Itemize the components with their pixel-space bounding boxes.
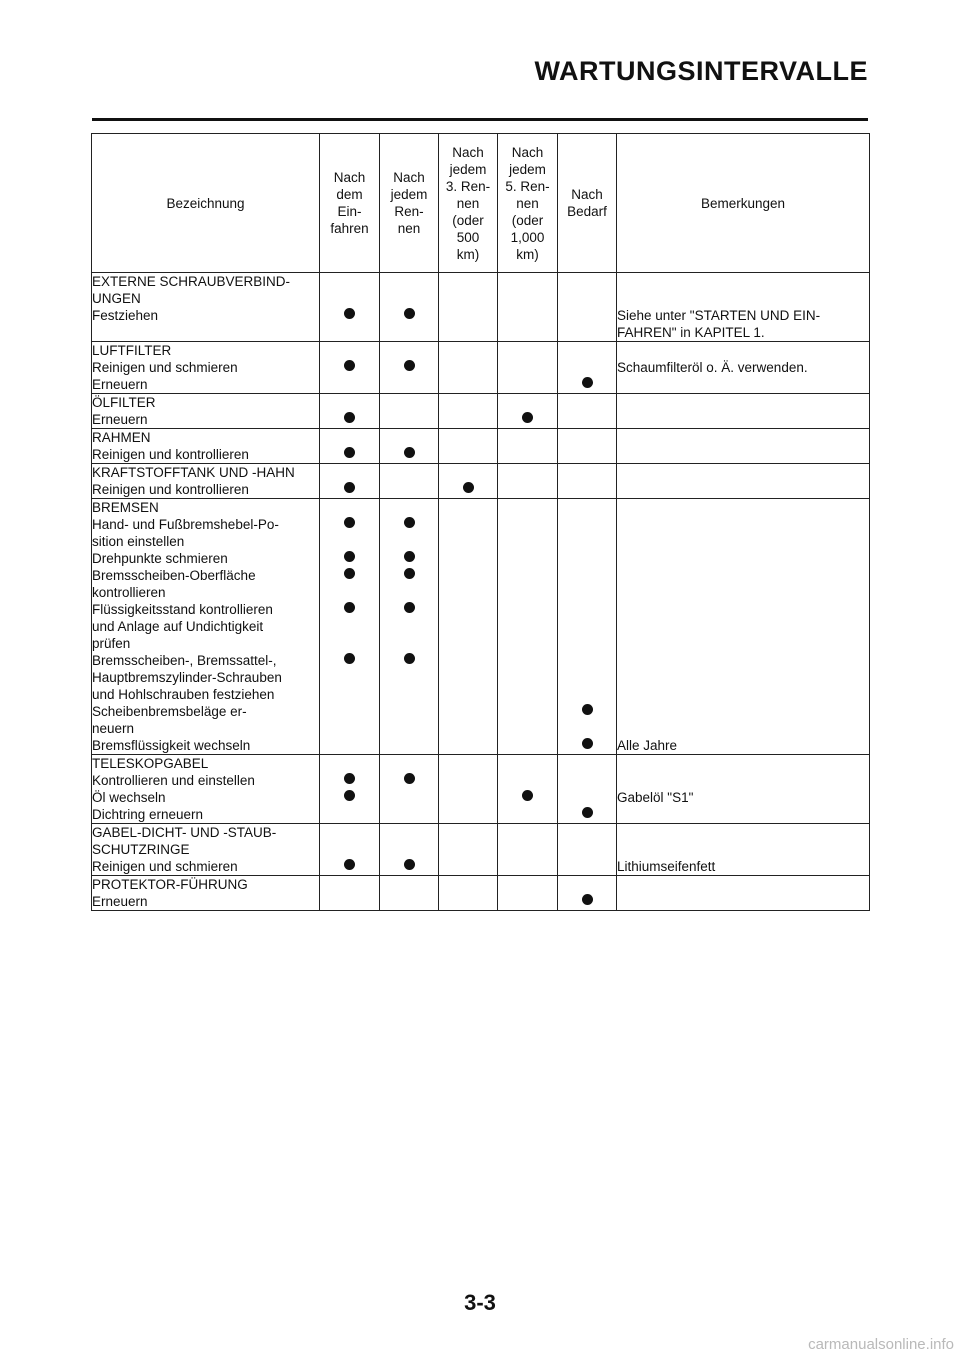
category-label: LUFTFILTER [92, 342, 320, 360]
remark [617, 893, 870, 911]
table-row [92, 481, 870, 499]
table-row [92, 772, 870, 789]
table-row [92, 411, 870, 429]
interval-dot-icon [344, 447, 355, 458]
remark [617, 601, 870, 652]
category-label: PROTEKTOR-FÜHRUNG [92, 876, 320, 894]
remark [617, 567, 870, 601]
interval-dot-icon [344, 568, 355, 579]
table-row [92, 516, 870, 550]
interval-dot-icon [404, 517, 415, 528]
table-row [92, 703, 870, 737]
category-label: ÖLFILTER [92, 394, 320, 412]
table-row [92, 359, 870, 376]
header-nach-jedem-rennen: Nach jedem Ren- nen [380, 134, 439, 273]
table-header-row [92, 134, 870, 273]
remark: Gabelöl "S1" [617, 789, 870, 806]
interval-dot-icon [344, 859, 355, 870]
title-rule [92, 118, 868, 121]
interval-dot-icon [344, 653, 355, 664]
category-row [92, 464, 870, 482]
interval-dot-icon [404, 308, 415, 319]
remark [617, 516, 870, 550]
interval-dot-icon [582, 738, 593, 749]
item-label: Bremsflüssigkeit wechseln [92, 737, 320, 755]
category-label: BREMSEN [92, 499, 320, 517]
category-row [92, 342, 870, 360]
interval-dot-icon [344, 360, 355, 371]
item-label: Drehpunkte schmieren [92, 550, 320, 567]
interval-dot-icon [463, 482, 474, 493]
category-label: TELESKOPGABEL [92, 755, 320, 773]
table-row [92, 858, 870, 876]
table-body [92, 273, 870, 911]
table-row [92, 893, 870, 911]
item-label: Öl wechseln [92, 789, 320, 806]
table-row [92, 446, 870, 464]
category-row [92, 499, 870, 517]
item-label: Reinigen und kontrollieren [92, 446, 320, 464]
interval-dot-icon [582, 894, 593, 905]
category-row [92, 273, 870, 308]
header-nach-jedem-3-rennen: Nach jedem 3. Ren- nen (oder 500 km) [439, 134, 498, 273]
header-bezeichnung: Bezeichnung [92, 134, 320, 273]
interval-dot-icon [344, 517, 355, 528]
category-label: KRAFTSTOFFTANK UND -HAHN [92, 464, 320, 482]
category-label: RAHMEN [92, 429, 320, 447]
table-row [92, 789, 870, 806]
item-label: Flüssigkeitsstand kontrollieren und Anlage auf Undichtigkeit prüfen [92, 601, 320, 652]
header-bemerkungen: Bemerkungen [617, 134, 870, 273]
interval-dot-icon [344, 602, 355, 613]
item-label: Reinigen und kontrollieren [92, 481, 320, 499]
table-row [92, 737, 870, 755]
remark [617, 772, 870, 789]
item-label: Festziehen [92, 307, 320, 342]
remark [617, 446, 870, 464]
category-row [92, 876, 870, 894]
remark [617, 703, 870, 737]
interval-dot-icon [344, 482, 355, 493]
interval-dot-icon [404, 602, 415, 613]
item-label: Erneuern [92, 376, 320, 394]
interval-dot-icon [344, 551, 355, 562]
item-label: Bremsscheiben-Oberfläche kontrollieren [92, 567, 320, 601]
item-label: Reinigen und schmieren [92, 359, 320, 376]
header-nach-bedarf: Nach Bedarf [558, 134, 617, 273]
interval-dot-icon [344, 412, 355, 423]
category-label: EXTERNE SCHRAUBVERBIND- UNGEN [92, 273, 320, 308]
category-row [92, 429, 870, 447]
remark [617, 652, 870, 703]
category-row [92, 394, 870, 412]
remark [617, 550, 870, 567]
remark [617, 376, 870, 394]
interval-dot-icon [404, 551, 415, 562]
header-nach-jedem-5-rennen: Nach jedem 5. Ren- nen (oder 1,000 km) [498, 134, 558, 273]
item-label: Hand- und Fußbremshebel-Po- sition einstellen [92, 516, 320, 550]
interval-dot-icon [522, 790, 533, 801]
table-row [92, 307, 870, 342]
interval-dot-icon [582, 704, 593, 715]
page-title: WARTUNGSINTERVALLE [534, 56, 868, 86]
interval-dot-icon [404, 360, 415, 371]
table-row [92, 376, 870, 394]
item-label: Erneuern [92, 893, 320, 911]
watermark: carmanualsonline.info [808, 1336, 954, 1353]
remark: Schaumfilteröl o. Ä. verwenden. [617, 359, 870, 376]
item-label: Reinigen und schmieren [92, 858, 320, 876]
category-label: GABEL-DICHT- UND -STAUB- SCHUTZRINGE [92, 824, 320, 859]
interval-dot-icon [404, 773, 415, 784]
interval-dot-icon [404, 568, 415, 579]
interval-dot-icon [344, 790, 355, 801]
interval-dot-icon [582, 807, 593, 818]
item-label: Dichtring erneuern [92, 806, 320, 824]
interval-dot-icon [344, 308, 355, 319]
header-nach-dem-einfahren: Nach dem Ein- fahren [320, 134, 380, 273]
remark [617, 806, 870, 824]
remark [617, 411, 870, 429]
table-row [92, 652, 870, 703]
interval-dot-icon [404, 859, 415, 870]
interval-dot-icon [404, 653, 415, 664]
item-label: Kontrollieren und einstellen [92, 772, 320, 789]
table-row [92, 567, 870, 601]
category-row [92, 824, 870, 859]
table-row [92, 806, 870, 824]
interval-dot-icon [582, 377, 593, 388]
interval-dot-icon [522, 412, 533, 423]
remark: Lithiumseifenfett [617, 858, 870, 876]
item-label: Bremsscheiben-, Bremssattel-, Hauptbremszylinder-Schrauben und Hohlschrauben festziehen [92, 652, 320, 703]
remark [617, 481, 870, 499]
remark: Siehe unter "STARTEN UND EIN- FAHREN" in KAPITEL 1. [617, 307, 870, 342]
category-row [92, 755, 870, 773]
item-label: Scheibenbremsbeläge er- neuern [92, 703, 320, 737]
interval-dot-icon [344, 773, 355, 784]
interval-dot-icon [404, 447, 415, 458]
maintenance-table [91, 133, 870, 911]
table-row [92, 601, 870, 652]
item-label: Erneuern [92, 411, 320, 429]
remark: Alle Jahre [617, 737, 870, 755]
page-number: 3-3 [464, 1290, 496, 1315]
table-row [92, 550, 870, 567]
